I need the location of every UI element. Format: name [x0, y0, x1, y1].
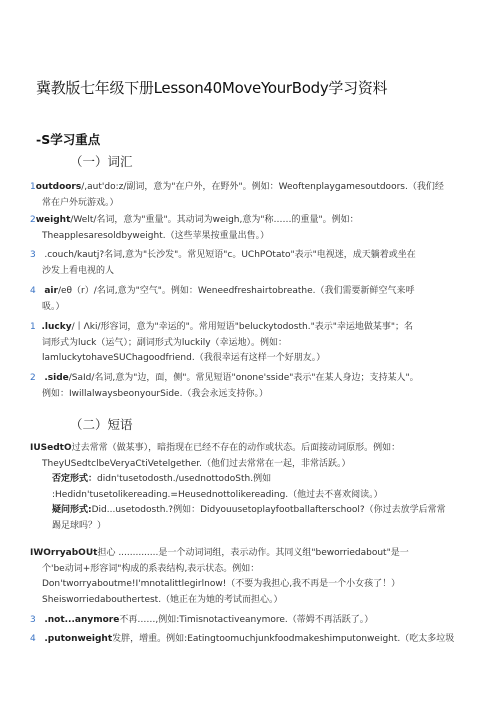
item-number: 4: [30, 286, 36, 296]
vocab-definition: /eθ（r）/名词,意为"空气"。例如：Weneedfreshairtobreathe.（我们需要新鲜空气来呼: [57, 286, 415, 296]
vocab-word: air: [44, 286, 58, 296]
phrase-term: IWOrryabOUt: [30, 548, 98, 558]
vocab-definition-cont: 沙发上看电视的人: [42, 265, 115, 276]
question-form-cont: 踢足球吗？）: [52, 520, 107, 531]
phrase-example: Sheisworriedabouthertest.（她正在为她的考试而担心。）: [42, 594, 283, 605]
document-title: 冀教版七年级下册Lesson40MoveYourBody学习资料: [36, 79, 388, 97]
vocab-item-air: [30, 284, 470, 315]
phrase-definition: 过去常常（做某事），暗指现在已经不存在的动作或状态。后面接动词原形。例如：: [71, 443, 401, 453]
phrase-item-used-to: [30, 441, 470, 534]
vocab-definition-cont: Theapplesaresoldbyweight.（这些苹果按重量出售。）: [42, 230, 270, 241]
phrase-item-put-on-weight: [30, 632, 470, 648]
phrase-definition: 担心 ..............是一个动词词组，表示动作。其同义组"beworriedabout"是一: [97, 548, 409, 558]
phrase-definition-cont: 个'be动词+形容词"构成的系表结构,表示状态。例如：: [42, 563, 260, 574]
phrases-heading: （二）短语: [70, 417, 133, 432]
phrase-definition: 发胖，增重。例如:Eatingtoomuchjunkfoodmakeshimputonweight.（吃太多垃圾: [112, 634, 455, 644]
vocab-definition: /丨Λki/形容词，意为"幸运的"。常用短语"beluckytodosth."表示"幸运地做某事"；名: [71, 322, 414, 332]
question-form: Did...usetodosth.?例如：Didyouusetoplayfootballafterschool?（你过去放学后常常: [91, 505, 446, 515]
question-form-label: 疑问形式:: [52, 505, 92, 515]
vocab-definition: /,aut'do:z/副词，意为"在户外，在野外"。例如：Weoftenplaygamesoutdoors.（我们经: [81, 182, 444, 192]
vocab-example: lamluckytohaveSUChagoodfriend.（我很幸运有这样一个好朋友。）: [42, 353, 326, 363]
section-heading-key-points: -S学习重点: [36, 132, 101, 147]
item-number: 1: [30, 182, 36, 192]
vocab-definition-cont: 词形式为luck（运气）；副词形式为luckily（幸运地）。例如：: [42, 337, 288, 348]
item-number: 3: [30, 615, 36, 625]
vocab-definition: /SaId/名词,意为"边，面，侧"。常见短语"onone'sside"表示"在某人身边；支持某人"。: [68, 373, 419, 383]
item-number: 2: [30, 215, 36, 225]
vocab-word: outdoors: [35, 182, 82, 192]
negative-form-label: 否定形式：: [52, 474, 98, 484]
vocab-item-weight: [30, 213, 470, 244]
phrase-definition: 不再……,例如:Timisnotactiveanymore.（蒂姆不再活跃了。）: [119, 615, 374, 625]
vocab-definition: /Welt/名词，意为"重量"。其动词为weigh,意为"称……的重量"。例如：: [70, 215, 359, 225]
negative-form: didn'tusetodosth./usednottodoSth.例如: [97, 474, 272, 484]
vocab-word: .side: [44, 373, 69, 383]
vocab-definition-cont: 常在户外玩游戏。）: [42, 197, 119, 208]
phrase-term: IUSedtO: [30, 443, 72, 453]
vocab-item-outdoors: [30, 180, 470, 211]
vocab-item-side: [30, 371, 470, 402]
vocab-item-couch: [30, 248, 470, 279]
vocab-word: .couch: [44, 250, 74, 260]
negative-form-example: :Hedidn'tusetolikereading.=Heusednottolikereading.（他过去不喜欢阅读。）: [52, 489, 383, 500]
vocab-item-lucky: [30, 320, 470, 367]
phrase-term: .not...anymore: [44, 615, 120, 625]
phrase-example: TheyUSedtclbeVeryaCtiVetelgether.（他们过去常常在一起，非常活跃。）: [42, 458, 351, 469]
item-number: 3: [30, 250, 36, 260]
vocab-example: 例如：IwillalwaysbeonyourSide.（我会永远支持你。）: [42, 388, 268, 399]
phrase-item-worry-about: [30, 546, 470, 608]
vocab-word: .lucky: [41, 322, 72, 332]
item-number: 1: [30, 322, 36, 332]
phrase-item-not-anymore: [30, 613, 470, 629]
vocab-word: weight: [35, 215, 71, 225]
item-number: 4: [30, 634, 36, 644]
vocab-heading: （一）词汇: [70, 154, 133, 169]
vocab-definition-cont: 吸。）: [42, 301, 65, 312]
vocab-definition: /kautj?名词,意为"长沙发"。常见短语"c。UChPOtato"表示"电视迷，成天躺着或坐在: [74, 250, 416, 260]
phrase-term: .putonweight: [44, 634, 113, 644]
item-number: 2: [30, 373, 36, 383]
phrase-example: Don'tworryaboutme!I'mnotalittlegirlnow!（不要为我担心,我不再是一个小女孩了！）: [42, 579, 401, 589]
